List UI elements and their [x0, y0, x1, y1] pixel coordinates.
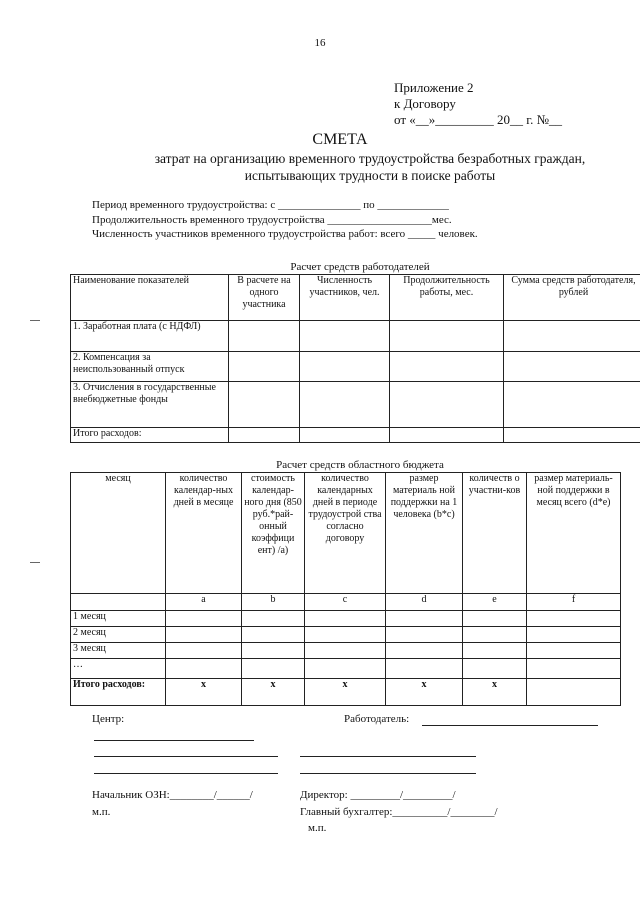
- header-cell: стоимость календар-ного дня (850 руб.*рай-онный коэффици ент) /а): [242, 473, 305, 594]
- header-cell: Сумма средств работодателя, рублей: [504, 275, 640, 321]
- center-signature-line: [94, 773, 278, 774]
- column-letter: c: [305, 594, 386, 611]
- header-cell: размер материаль ной поддержки на 1 человека (b*c): [386, 473, 463, 594]
- director-signature: Директор: _________/_________/: [300, 789, 456, 801]
- month-label: 2 месяц: [71, 627, 166, 643]
- margin-mark: [30, 562, 40, 563]
- ozn-stamp-place: м.п.: [92, 806, 111, 818]
- appendix-line-1: Приложение 2: [394, 80, 474, 95]
- column-letter: e: [463, 594, 527, 611]
- header-cell: количество календарных дней в периоде трудоустрой ства согласно договору: [305, 473, 386, 594]
- total-mark: x: [463, 679, 527, 706]
- row-label: 2. Компенсация за неиспользованный отпуск: [71, 352, 229, 382]
- accountant-signature: Главный бухгалтер:__________/________/: [300, 806, 498, 818]
- month-label: …: [71, 659, 166, 679]
- column-letter: f: [527, 594, 621, 611]
- table-row: [71, 352, 640, 382]
- header-cell: Численность участников, чел.: [300, 275, 390, 321]
- header-cell: В расчете на одного участника: [229, 275, 300, 321]
- total-mark: x: [386, 679, 463, 706]
- employer-label: Работодатель:: [344, 713, 410, 725]
- ozn-head-signature: Начальник ОЗН:________/______/: [92, 789, 253, 801]
- table-row: [71, 321, 640, 352]
- column-letter: d: [386, 594, 463, 611]
- participants-line: Численность участников временного трудоустройства работ: всего _____ человек.: [92, 228, 478, 240]
- document-title: СМЕТА: [312, 131, 368, 148]
- month-label: 3 месяц: [71, 643, 166, 659]
- total-mark: x: [166, 679, 242, 706]
- table-header-row: [71, 275, 640, 321]
- header-cell: Продолжительность работы, мес.: [390, 275, 504, 321]
- center-label: Центр:: [92, 713, 125, 725]
- table2-caption: Расчет средств областного бюджета: [276, 459, 444, 471]
- row-label: Итого расходов:: [71, 428, 229, 443]
- appendix-line-2: к Договору: [394, 96, 456, 111]
- column-letter: b: [242, 594, 305, 611]
- regional-budget-table: [70, 472, 621, 706]
- duration-line: Продолжительность временного трудоустройства ___________________мес.: [92, 213, 452, 226]
- header-cell: количеств о участни-ков: [463, 473, 527, 594]
- table-header-row: [71, 473, 621, 594]
- row-label: 3. Отчисления в государственные внебюджетные фонды: [71, 382, 229, 428]
- employment-parameters: [92, 198, 478, 242]
- employer-funds-table: [70, 274, 640, 443]
- table1-caption: Расчет средств работодателей: [290, 261, 430, 273]
- employer-signature-line: [422, 725, 598, 726]
- column-letter: a: [166, 594, 242, 611]
- employer-stamp-place: м.п.: [308, 822, 327, 834]
- document-subtitle: [60, 150, 640, 184]
- month-label: 1 месяц: [71, 611, 166, 627]
- table-row: [71, 643, 621, 659]
- header-cell: Наименование показателей: [71, 275, 229, 321]
- table-total-row: [71, 428, 640, 443]
- appendix-block: [394, 80, 562, 128]
- header-cell: размер материаль-ной поддержки в месяц всего (d*e): [527, 473, 621, 594]
- period-line: Период временного трудоустройства: с _______________ по _____________: [92, 199, 449, 211]
- table-row: [71, 611, 621, 627]
- employer-signature-line: [300, 773, 476, 774]
- center-signature-line: [94, 756, 278, 757]
- table-row: [71, 627, 621, 643]
- total-mark: x: [305, 679, 386, 706]
- table-total-row: [71, 679, 621, 706]
- total-mark: x: [242, 679, 305, 706]
- subtitle-line-2: испытывающих трудности в поиске работы: [244, 168, 496, 183]
- employer-signature-line: [300, 756, 476, 757]
- center-signature-line: [94, 740, 254, 741]
- letters-row: [71, 594, 621, 611]
- subtitle-line-1: затрат на организацию временного трудоустройства безработных граждан,: [154, 151, 586, 166]
- page-number: 16: [314, 37, 326, 49]
- header-cell: месяц: [71, 473, 166, 594]
- appendix-line-3: от «__»_________ 20__ г. №__: [394, 112, 563, 127]
- row-label: 1. Заработная плата (с НДФЛ): [71, 321, 229, 352]
- table-row: [71, 659, 621, 679]
- table-row: [71, 382, 640, 428]
- margin-mark: [30, 320, 40, 321]
- total-label: Итого расходов:: [71, 679, 166, 706]
- header-cell: количество календар-ных дней в месяце: [166, 473, 242, 594]
